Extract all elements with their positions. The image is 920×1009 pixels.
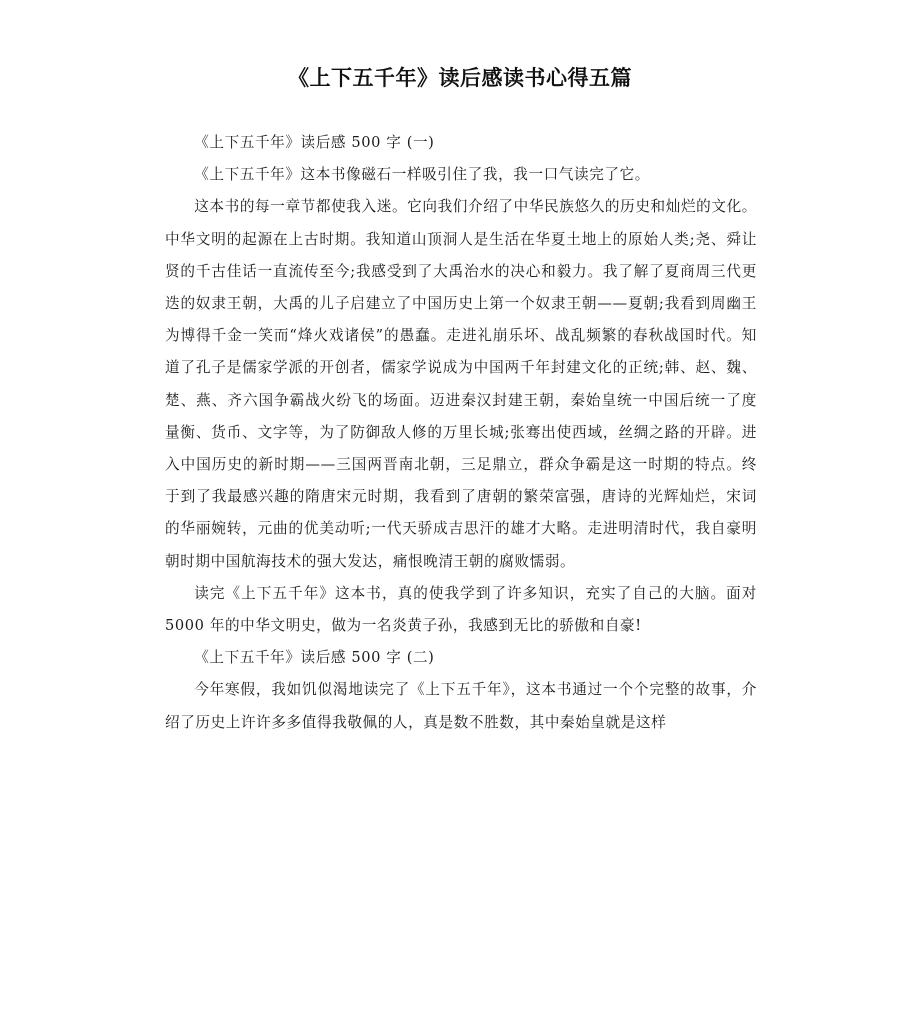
paragraph: 《上下五千年》这本书像磁石一样吸引住了我，我一口气读完了它。 <box>194 166 651 184</box>
document-body <box>165 127 757 739</box>
paragraph: 今年寒假，我如饥似渴地读完了《上下五千年》，这本书通过一个个完整的故事，介绍了历史上许许多多值得我敬佩的人，真是数不胜数，其中秦始皇就是这样 <box>165 681 757 731</box>
paragraph: 读完《上下五千年》这本书，真的使我学到了许多知识，充实了自己的大脑。面对 5000 年的中华文明史，做为一名炎黄子孙，我感到无比的骄傲和自豪! <box>165 584 757 635</box>
section-heading-1: 《上下五千年》读后感 500 字 (一) <box>194 134 435 151</box>
section-heading-2: 《上下五千年》读后感 500 字 (二) <box>194 649 435 667</box>
document-title: 《上下五千年》读后感读书心得五篇 <box>288 66 632 90</box>
paragraph: 这本书的每一章节都使我入迷。它向我们介绍了中华民族悠久的历史和灿烂的文化。中华文明的起源在上古时期。我知道山顶洞人是生活在华夏土地上的原始人类;尧、舜让贤的千古佳话一直流传至今;我感受到了大禹治水的决心和毅力。我了解了夏商周三代更迭的奴隶王朝，大禹的儿子启建立了中国历史上第一个奴隶王朝——夏朝;我看到周幽王为博得千金一笑而“烽火戏诸侯”的愚蠢。走进礼崩乐坏、战乱频繁的春秋战国时代。知道了孔子是儒家学派的开创者，儒家学说成为中国两千年封建文化的正统;韩、赵、魏、楚、燕、齐六国争霸战火纷飞的场面。迈进秦汉封建王朝，秦始皇统一中国后统一了度量衡、货币、文字等，为了防御敌人修的万里长城;张骞出使西域，丝绸之路的开辟。进入中国历史的新时期——三国两晋南北朝，三足鼎立，群众争霸是这一时期的特点。终于到了我最感兴趣的隋唐宋元时期，我看到了唐朝的繁荣富强，唐诗的光辉灿烂，宋词的华丽婉转，元曲的优美动听;一代天骄成吉思汗的雄才大略。走进明清时代，我自豪明朝时期中国航海技术的强大发达，痛恨晚清王朝的腐败懦弱。 <box>165 198 757 570</box>
